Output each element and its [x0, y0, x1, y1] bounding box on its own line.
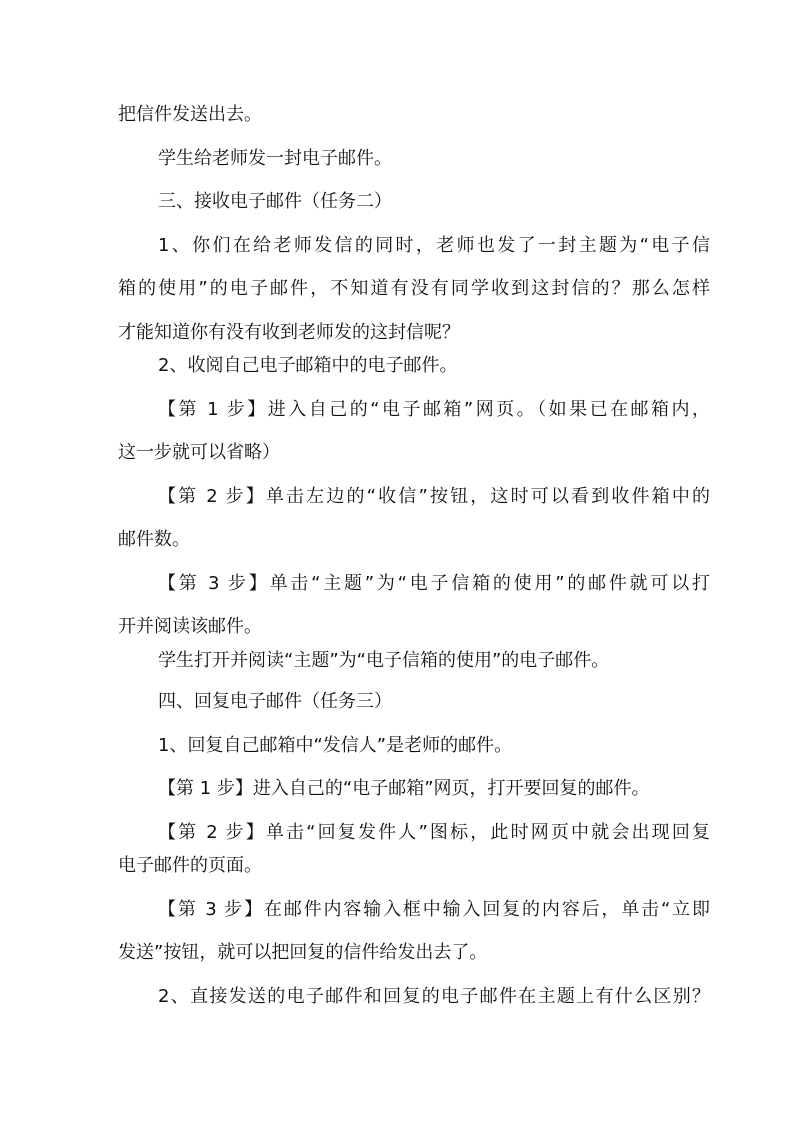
text-line: 学生给老师发一封电子邮件。 [158, 148, 392, 169]
text-line: 电子邮件的页面。 [118, 855, 262, 876]
text-line: 2、收阅自己电子邮箱中的电子邮件。 [158, 355, 458, 376]
text-line: 箱的使用”的电子邮件，不知道有没有同学收到这封信的？那么怎样 [118, 278, 710, 299]
text-line: 这一步就可以省略） [118, 442, 280, 463]
text-line: 1、回复自己邮箱中“发信人”是老师的邮件。 [158, 735, 513, 756]
text-line: 发送”按钮，就可以把回复的信件给发出去了。 [118, 942, 488, 963]
step-line: 【第 2 步】单击左边的“收信”按钮，这时可以看到收件箱中的 [158, 486, 710, 507]
step-line: 【第 3 步】单击“主题”为“电子信箱的使用”的邮件就可以打 [158, 573, 710, 594]
text-line: 把信件发送出去。 [118, 104, 262, 125]
text-line: 才能知道你有没有收到老师发的这封信呢？ [118, 322, 460, 343]
text-line: 开并阅读该邮件。 [118, 616, 262, 637]
step-line: 【第 1 步】进入自己的“电子邮箱”网页，打开要回复的邮件。 [158, 778, 650, 799]
text-line: 1、你们在给老师发信的同时，老师也发了一封主题为“电子信 [158, 235, 710, 256]
text-line: 邮件数。 [118, 529, 190, 550]
step-line: 【第 3 步】在邮件内容输入框中输入回复的内容后，单击“立即 [158, 899, 710, 920]
text-line: 学生打开并阅读“主题”为“电子信箱的使用”的电子邮件。 [158, 650, 610, 671]
step-line: 【第 1 步】进入自己的“电子邮箱”网页。（如果已在邮箱内， [158, 399, 710, 420]
section-heading: 四、回复电子邮件（任务三） [158, 691, 392, 712]
text-line: 2、直接发送的电子邮件和回复的电子邮件在主题上有什么区别？ [158, 986, 710, 1007]
step-line: 【第 2 步】单击“回复发件人”图标，此时网页中就会出现回复 [158, 822, 710, 843]
section-heading: 三、接收电子邮件（任务二） [158, 191, 392, 212]
